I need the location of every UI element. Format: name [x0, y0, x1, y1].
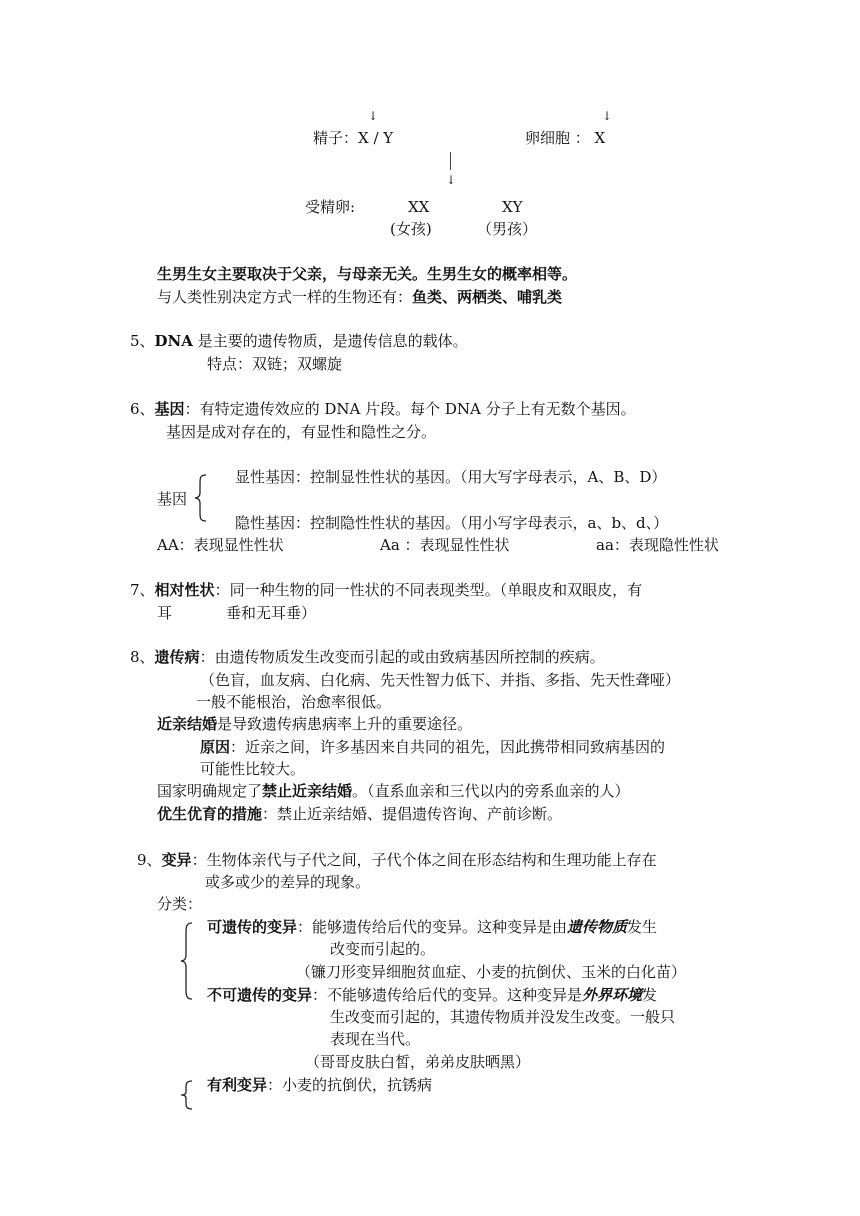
law-term: 禁止近亲结婚: [262, 782, 353, 800]
reason-text: ：近亲之间，许多基因来自共同的祖先，因此携带相同致病基因的: [230, 738, 666, 756]
genotype-AA: AA：表现显性性状: [157, 536, 284, 554]
nonheritable-tail: 发: [642, 986, 658, 1004]
law-suffix: 。（直系血亲和三代以内的旁系血亲的人）: [352, 782, 630, 800]
eugenics-text: ：禁止近亲结婚、提倡遗传咨询、产前诊断。: [262, 805, 563, 823]
heritable-emphasis: 遗传物质: [567, 918, 628, 936]
heritable-examples: （镰刀形变异细胞贫血症、小麦的抗倒伏、玉米的白化苗）: [296, 963, 687, 981]
arrow-down-icon: ↓: [368, 109, 379, 123]
classification-label: 分类：: [157, 895, 203, 913]
consanguinity-term: 近亲结婚: [157, 715, 218, 733]
section-number: 8、: [130, 648, 155, 666]
left-brace-icon: [180, 1080, 194, 1110]
nonheritable-examples: （哥哥皮肤白皙，弟弟皮肤晒黑）: [305, 1053, 531, 1071]
xy-label: XY: [502, 198, 523, 216]
section-text: ：同一种生物的同一性状的不同表现类型。（单眼皮和双眼皮，有: [214, 581, 643, 599]
sex-similar-organisms: [157, 287, 562, 307]
beneficial-line: [207, 1075, 432, 1095]
zygote-label: 受精卵:: [305, 198, 356, 216]
reason-line: [200, 737, 665, 757]
eugenics-term: 优生优育的措施: [157, 805, 263, 823]
section-number: 7、: [130, 581, 155, 599]
eugenics-line: [157, 804, 562, 824]
section-number: 5、: [130, 332, 155, 350]
section-7-continuation-b: 垂和无耳垂）: [226, 604, 317, 622]
egg-label: 卵细胞 ： X: [525, 129, 606, 147]
heritable-tail: 发生: [627, 918, 658, 936]
consanguinity-line: [157, 714, 472, 734]
section-9-heading: [137, 850, 657, 870]
nonheritable-emphasis: 外界环境: [582, 986, 643, 1004]
law-line: [157, 781, 630, 801]
variation-continuation: 或多或少的差异的现象。: [205, 873, 371, 891]
section-term: 遗传病: [154, 648, 200, 666]
consanguinity-text: 是导致遗传病患病率上升的重要途径。: [217, 715, 473, 733]
sex-similar-prefix: 与人类性别决定方式一样的生物还有：: [157, 288, 413, 306]
heritable-text: ：能够遗传给后代的变异。这种变异是由: [297, 918, 568, 936]
sex-similar-bold: 鱼类、两栖类、哺乳类: [412, 288, 563, 306]
left-brace-icon: [194, 474, 208, 522]
xx-label: XX: [408, 198, 430, 216]
section-text: 是主要的遗传物质，是遗传信息的载体。: [192, 332, 468, 350]
section-text: ：由遗传物质发生改变而引起的或由致病基因所控制的疾病。: [199, 648, 605, 666]
dna-feature: 特点：双链；双螺旋: [207, 355, 343, 373]
heritable-continuation: 改变而引起的。: [330, 940, 436, 958]
girl-label: (女孩): [390, 220, 432, 238]
section-term: 基因: [154, 400, 185, 418]
connector-line: [450, 152, 451, 170]
heritable-line: [207, 917, 657, 937]
gene-label: 基因: [157, 490, 188, 508]
disease-examples: （色盲，血友病、白化病、先天性智力低下、并指、多指、先天性聋哑）: [200, 671, 681, 689]
arrow-down-icon: ↓: [446, 173, 457, 187]
section-term: DNA: [154, 332, 193, 350]
genotype-aa: aa：表现隐性性状: [596, 536, 719, 554]
nonheritable-line: [207, 985, 657, 1005]
section-7-continuation-a: 耳: [157, 604, 173, 622]
section-text: ：生物体亲代与子代之间，子代个体之间在形态结构和生理功能上存在: [191, 851, 657, 869]
law-prefix: 国家明确规定了: [157, 782, 263, 800]
heritable-term: 可遗传的变异: [207, 918, 298, 936]
section-8-heading: [130, 647, 605, 667]
arrow-down-icon: ↓: [602, 109, 613, 123]
nonheritable-continuation-2: 表现在当代。: [330, 1030, 421, 1048]
section-term: 变异: [161, 851, 192, 869]
section-number: 9、: [137, 851, 162, 869]
nonheritable-continuation: 生改变而引起的，其遗传物质并没发生改变。一般只: [330, 1008, 676, 1026]
disease-cure: 一般不能根治，治愈率很低。: [196, 693, 392, 711]
beneficial-text: ：小麦的抗倒伏，抗锈病: [267, 1076, 433, 1094]
reason-continuation: 可能性比较大。: [200, 760, 306, 778]
boy-label: （男孩）: [477, 220, 538, 238]
section-7-heading: [130, 580, 642, 600]
nonheritable-text: ：不能够遗传给后代的变异。这种变异是: [312, 986, 583, 1004]
gene-pair-text: 基因是成对存在的，有显性和隐性之分。: [166, 423, 437, 441]
reason-term: 原因: [200, 738, 231, 756]
section-6-heading: [130, 399, 636, 419]
sex-statement: 生男生女主要取决于父亲，与母亲无关。生男生女的概率相等。: [157, 265, 578, 283]
sperm-label: 精子：X / Y: [313, 129, 394, 147]
section-term: 相对性状: [154, 581, 215, 599]
section-5-heading: [130, 331, 468, 351]
section-text: ：有特定遗传效应的 DNA 片段。每个 DNA 分子上有无数个基因。: [184, 400, 636, 418]
dominant-gene: 显性基因：控制显性性状的基因。（用大写字母表示，A、B、D）: [235, 468, 667, 486]
genotype-Aa: Aa ：表现显性性状: [380, 536, 510, 554]
section-number: 6、: [130, 400, 155, 418]
nonheritable-term: 不可遗传的变异: [207, 986, 313, 1004]
recessive-gene: 隐性基因：控制隐性性状的基因。（用小写字母表示，a、b、d、）: [235, 514, 669, 532]
beneficial-term: 有利变异: [207, 1076, 268, 1094]
left-brace-icon: [180, 922, 194, 1000]
